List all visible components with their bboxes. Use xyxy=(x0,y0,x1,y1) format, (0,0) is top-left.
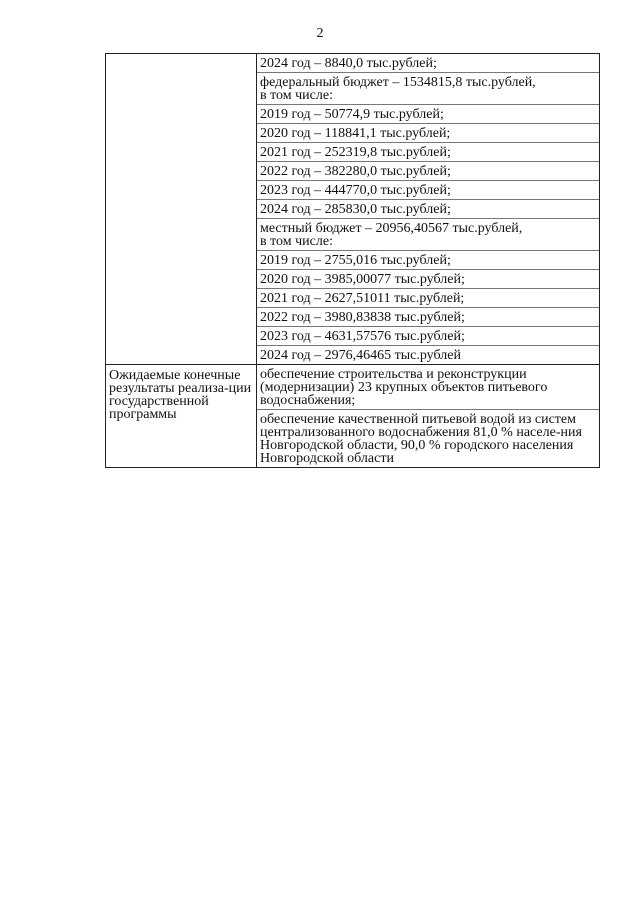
funding-line: 2021 год – 252319,8 тыс.рублей; xyxy=(257,143,599,162)
funding-line: 2022 год – 3980,83838 тыс.рублей; xyxy=(257,308,599,327)
results-value-cell xyxy=(257,365,600,468)
funding-line: 2023 год – 4631,57576 тыс.рублей; xyxy=(257,327,599,346)
funding-line: 2023 год – 444770,0 тыс.рублей; xyxy=(257,181,599,200)
results-label-cell xyxy=(106,365,257,468)
results-label: Ожидаемые конечные результаты реализа-ции государственной программы xyxy=(109,368,252,422)
funding-row xyxy=(106,54,600,365)
program-passport-table xyxy=(105,53,600,468)
funding-line: 2024 год – 2976,46465 тыс.рублей xyxy=(260,348,461,363)
funding-line: 2024 год – 8840,0 тыс.рублей; xyxy=(257,54,599,73)
funding-line: 2024 год – 285830,0 тыс.рублей; xyxy=(257,200,599,219)
funding-line: 2019 год – 2755,016 тыс.рублей; xyxy=(257,251,599,270)
funding-value-cell xyxy=(257,54,600,365)
funding-line: 2020 год – 118841,1 тыс.рублей; xyxy=(257,124,599,143)
funding-line: 2019 год – 50774,9 тыс.рублей; xyxy=(257,105,599,124)
federal-budget-line: федеральный бюджет – 1534815,8 тыс.рублей, в том числе: xyxy=(257,73,599,105)
local-budget-line: местный бюджет – 20956,40567 тыс.рублей, в том числе: xyxy=(257,219,599,251)
funding-line: 2021 год – 2627,51011 тыс.рублей; xyxy=(257,289,599,308)
results-row xyxy=(106,365,600,468)
funding-label-cell xyxy=(106,54,257,365)
funding-line: 2022 год – 382280,0 тыс.рублей; xyxy=(257,162,599,181)
funding-line: 2020 год – 3985,00077 тыс.рублей; xyxy=(257,270,599,289)
result-paragraph: обеспечение строительства и реконструкции (модернизации) 23 крупных объектов питьевого водоснабжения; xyxy=(257,365,599,410)
result-paragraph: обеспечение качественной питьевой водой из систем централизованного водоснабжения 81,0 % населе-ния Новгородской области, 90,0 % городского населения Новгородской области xyxy=(260,412,582,466)
page-number: 2 xyxy=(316,26,324,41)
